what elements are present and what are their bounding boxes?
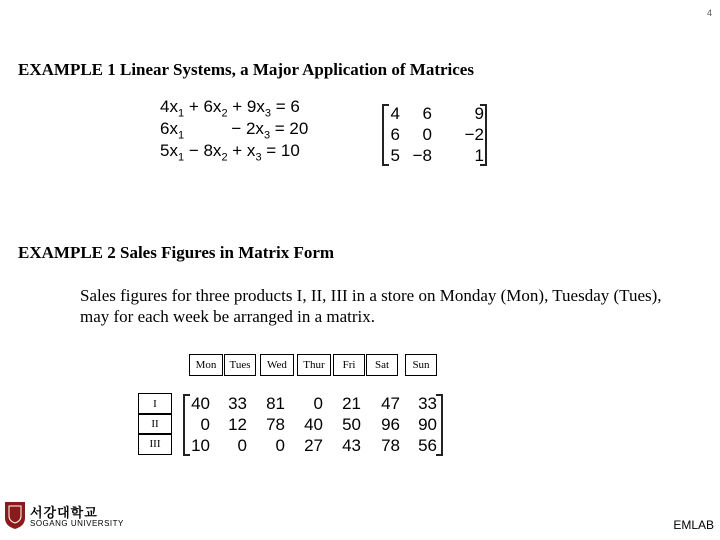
matrix-cell: 10 [191,436,210,455]
matrix-cell: 0 [313,394,323,413]
matrix-cell: 33 [418,394,437,413]
day-header: Sat [366,354,398,376]
equation-line: $6x_1$ − $2x_3 = 20$ [160,119,309,142]
day-header: Thur [297,354,331,376]
matrix-cell: 81 [266,394,285,413]
emblem-icon [4,500,26,530]
matrix-cell: −8 [412,146,432,165]
matrix-cell: 50 [342,415,361,434]
matrix-cell: 40 [304,415,323,434]
matrix-cell: 0 [422,125,432,144]
matrix-cell: 9 [474,104,484,123]
university-name-korean: 서강대학교 [30,505,98,520]
matrix-cell: 0 [275,436,285,455]
day-header: Tues [224,354,256,376]
example2-description: Sales figures for three products I, II, III in a store on Monday (Mon), Tuesday (Tues), may for each week be arranged in a matrix. [80,286,662,326]
matrix-cell: 4 [390,104,400,123]
matrix-cell: 27 [304,436,323,455]
footer-label: EMLAB [673,518,714,532]
university-emblem [4,500,26,530]
day-header: Mon [189,354,223,376]
equation-line: $5x_1 - 8x_2 + x_3 = 10$ [160,141,300,164]
matrix-cell: 0 [237,436,247,455]
example1-heading: EXAMPLE 1 Linear Systems, a Major Application of Matrices [18,60,474,79]
equation-line: $4x_1 + 6x_2 + 9x_3 = 6$ [160,97,300,120]
matrix-cell: 6 [390,125,400,144]
matrix-cell: 78 [381,436,400,455]
matrix-cell: 1 [474,146,484,165]
matrix-cell: 90 [418,415,437,434]
matrix2-right-bracket [436,394,443,456]
matrix-cell: 5 [390,146,400,165]
matrix-cell: 21 [342,394,361,413]
matrix-cell: 43 [342,436,361,455]
example2-heading: EXAMPLE 2 Sales Figures in Matrix Form [18,243,335,262]
day-header: Sun [405,354,437,376]
matrix-cell: 33 [228,394,247,413]
page-number: 4 [706,8,712,18]
day-header: Fri [333,354,365,376]
matrix-cell: 6 [422,104,432,123]
matrix-cell: 0 [200,415,210,434]
university-name-english: SOGANG UNIVERSITY [30,519,124,528]
matrix-cell: −2 [464,125,484,144]
matrix-cell: 40 [191,394,210,413]
matrix-cell: 56 [418,436,437,455]
matrix-cell: 78 [266,415,285,434]
matrix-cell: 96 [381,415,400,434]
product-label: II [138,413,172,435]
matrix1-right-bracket [480,104,487,166]
day-header: Wed [260,354,294,376]
matrix-cell: 12 [228,415,247,434]
product-label: I [138,393,172,415]
matrix-cell: 47 [381,394,400,413]
product-label: III [138,433,172,455]
